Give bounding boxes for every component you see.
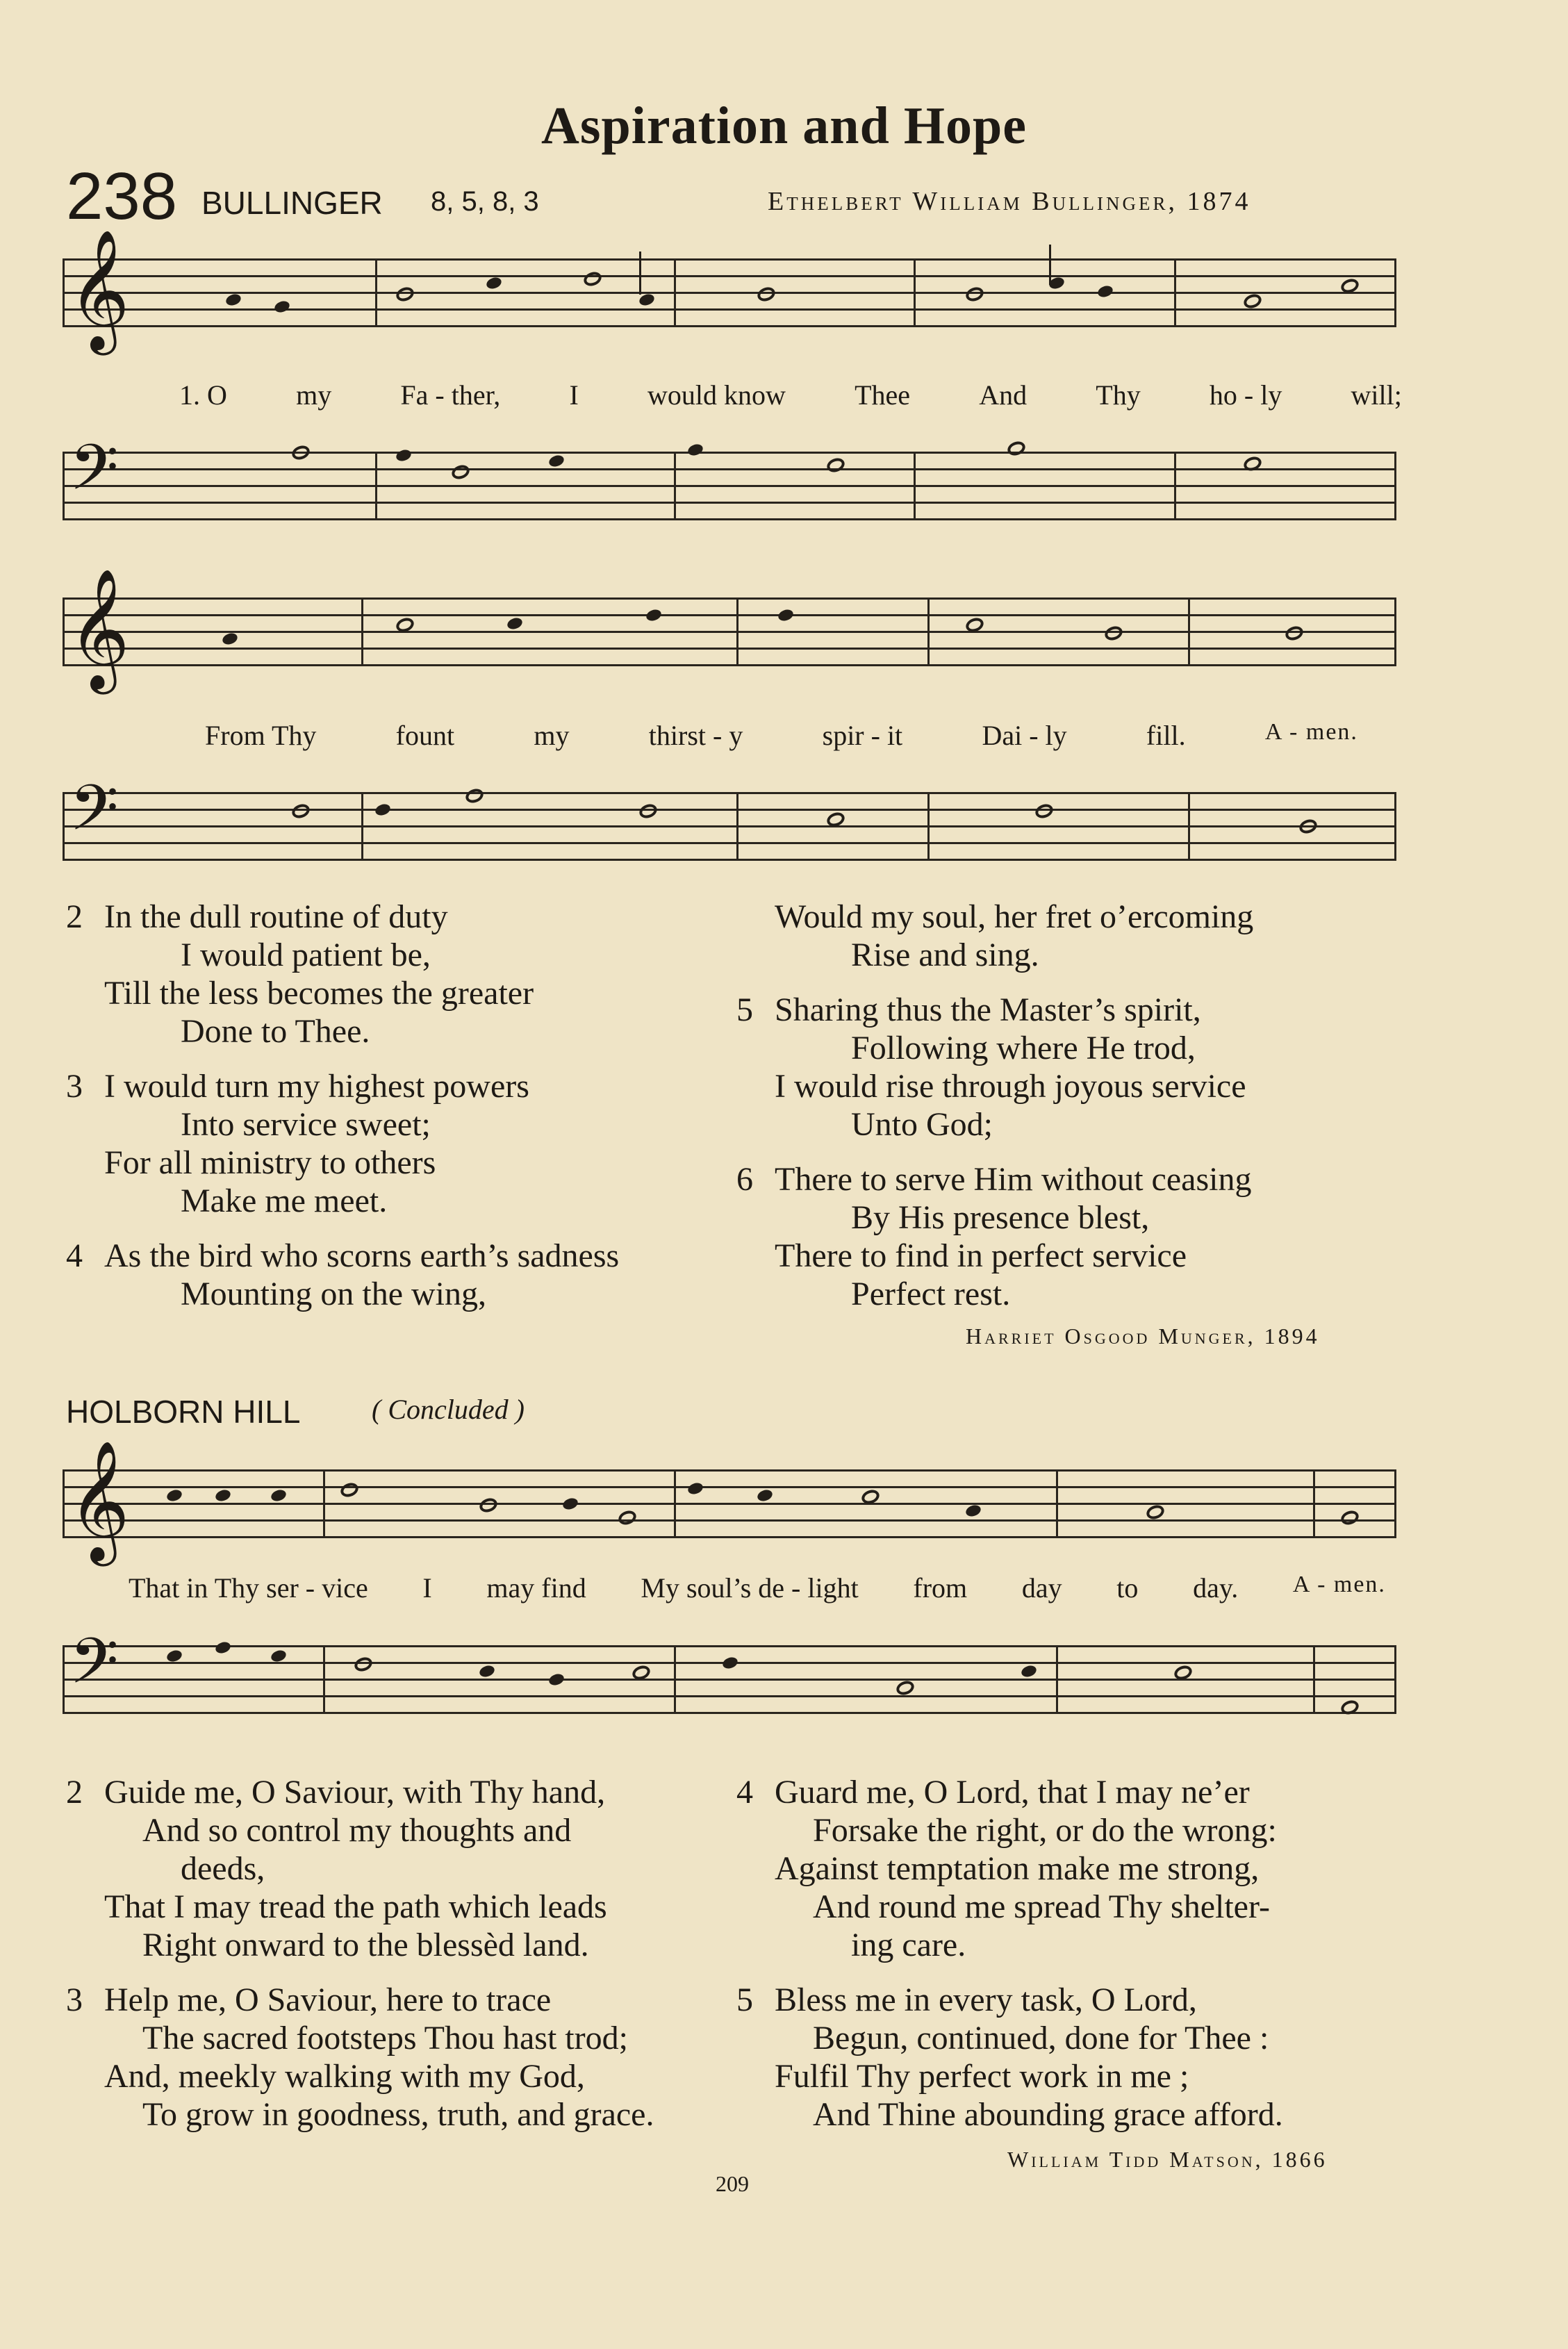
verse-line: Following where He trod, (851, 1030, 1196, 1066)
verses-left-column-2 (66, 1773, 761, 2134)
staff-bass-3 (63, 1624, 1396, 1713)
staff-treble-3 (63, 1440, 1396, 1561)
verse-line: That I may tread the path which leads (104, 1888, 607, 1925)
bass-clef-icon: 𝄢 (69, 431, 119, 520)
tune-name: BULLINGER (201, 185, 383, 221)
lyric-syllable: would know (647, 379, 786, 411)
verse-line: ing care. (851, 1927, 966, 1963)
verse-line: And so control my thoughts and (142, 1812, 572, 1849)
verse-line: In the dull routine of duty (104, 898, 448, 935)
lyric-line-3 (129, 1572, 1386, 1604)
bass-clef-icon: 𝄢 (69, 1624, 119, 1713)
verse-number: 5 (736, 1981, 753, 2018)
staff-bass-1 (63, 431, 1396, 520)
verse-line: Done to Thee. (181, 1013, 370, 1050)
lyric-syllable: Thee (855, 379, 911, 411)
lyric-syllable: fount (395, 720, 455, 751)
verse-2 (66, 1773, 761, 1964)
lyric-line-1 (179, 379, 1402, 411)
verse-line: Begun, continued, done for Thee : (813, 2020, 1269, 2057)
lyric-syllable: That in Thy ser - vice (129, 1572, 368, 1604)
verse-line: As the bird who scorns earth’s sadness (104, 1237, 620, 1274)
composer-credit: Ethelbert William Bullinger, 1874 (768, 187, 1251, 216)
lyric-syllable: spir - it (822, 720, 903, 751)
verse-5 (736, 1981, 1417, 2134)
verse-line: There to find in perfect service (775, 1237, 1187, 1274)
treble-clef-icon: 𝄞 (68, 568, 130, 689)
lyric-syllable: may find (486, 1572, 586, 1604)
verse-line: Against temptation make me strong, (775, 1850, 1260, 1887)
verse-3 (66, 1067, 761, 1220)
lyric-syllable: my (296, 379, 332, 411)
verse-line: I would turn my highest powers (104, 1068, 529, 1105)
verse-number: 4 (66, 1237, 83, 1274)
verse-4 (736, 1773, 1417, 1964)
author-credit: William Tidd Matson, 1866 (1007, 2147, 1328, 2172)
lyric-syllable: from (913, 1572, 968, 1604)
bass-clef-icon: 𝄢 (69, 771, 119, 860)
verse-2 (66, 898, 761, 1050)
verse-line: Make me meet. (181, 1182, 388, 1219)
author-credit: Harriet Osgood Munger, 1894 (966, 1324, 1320, 1349)
verse-line: Right onward to the blessèd land. (142, 1927, 589, 1963)
staff-treble-2 (63, 568, 1396, 689)
verse-4 (66, 1237, 761, 1313)
lyric-syllable: Fa - ther, (400, 379, 501, 411)
verse-line: Bless me in every task, O Lord, (775, 1981, 1197, 2018)
lyric-syllable: to (1116, 1572, 1139, 1604)
verse-line: And, meekly walking with my God, (104, 2058, 585, 2095)
verse-line: Into service sweet; (181, 1106, 431, 1143)
verse-number: 6 (736, 1161, 753, 1198)
verse-number: 5 (736, 991, 753, 1028)
lyric-syllable: my (534, 720, 570, 751)
verse-line: Rise and sing. (851, 937, 1039, 973)
verse-5 (736, 991, 1417, 1144)
page-heading: Aspiration and Hope (541, 97, 1027, 155)
lyric-syllable: day (1021, 1572, 1062, 1604)
verse-line: By His presence blest, (851, 1199, 1150, 1236)
lyric-syllable: My soul’s de - light (641, 1572, 859, 1604)
lyric-line-2 (205, 719, 1358, 752)
verse-line: For all ministry to others (104, 1144, 436, 1181)
verses-right-column (736, 898, 1417, 1313)
verses-right-column-2 (736, 1773, 1417, 2134)
verse-line: Would my soul, her fret o’ercoming (775, 898, 1254, 935)
tune-note: ( Concluded ) (372, 1394, 525, 1425)
staff-treble-1 (63, 229, 1396, 350)
lyric-syllable: 1. O (179, 379, 227, 411)
verse-line: And Thine abounding grace afford. (813, 2096, 1283, 2133)
verse-line: There to serve Him without ceasing (775, 1161, 1252, 1198)
tune-name: HOLBORN HILL (66, 1394, 301, 1430)
lyric-syllable: fill. (1146, 720, 1186, 751)
verse-number: 3 (66, 1068, 83, 1105)
verse-line: Mounting on the wing, (181, 1276, 486, 1312)
lyric-syllable: I (422, 1572, 432, 1604)
verse-line: Unto God; (851, 1106, 993, 1143)
page-number: 209 (716, 2171, 749, 2196)
lyric-syllable: A - men. (1292, 1572, 1386, 1597)
verse-line: The sacred footsteps Thou hast trod; (142, 2020, 628, 2057)
verse-6 (736, 1160, 1417, 1313)
verse-number: 2 (66, 898, 83, 935)
verse-line: Guide me, O Saviour, with Thy hand, (104, 1774, 606, 1811)
lyric-syllable: thirst - y (648, 720, 743, 751)
lyric-syllable: will; (1351, 379, 1402, 411)
verse-line: Sharing thus the Master’s spirit, (775, 991, 1201, 1028)
lyric-syllable: And (979, 379, 1028, 411)
lyric-syllable: From Thy (205, 720, 317, 751)
lyric-syllable: day. (1193, 1572, 1239, 1604)
lyric-syllable: Thy (1096, 379, 1141, 411)
verse-line: Fulfil Thy perfect work in me ; (775, 2058, 1189, 2095)
lyric-syllable: A - men. (1264, 719, 1358, 745)
verse-line: And round me spread Thy shelter- (813, 1888, 1270, 1925)
verse-line: Guard me, O Lord, that I may ne’er (775, 1774, 1250, 1811)
lyric-syllable: I (569, 379, 579, 411)
verse-line: Help me, O Saviour, here to trace (104, 1981, 552, 2018)
verse-line: Forsake the right, or do the wrong: (813, 1812, 1277, 1849)
staff-bass-2 (63, 771, 1396, 860)
verse-line: I would rise through joyous service (775, 1068, 1246, 1105)
verse-line: To grow in goodness, truth, and grace. (142, 2096, 654, 2133)
meter: 8, 5, 8, 3 (431, 186, 539, 217)
verse-line: Till the less becomes the greater (104, 975, 534, 1012)
verse-number: 4 (736, 1774, 753, 1811)
hymn-number: 238 (66, 159, 178, 233)
verse-number: 3 (66, 1981, 83, 2018)
verse-number: 2 (66, 1774, 83, 1811)
verse-line: deeds, (181, 1850, 265, 1887)
treble-clef-icon: 𝄞 (68, 229, 130, 350)
verse-3 (66, 1981, 761, 2134)
lyric-syllable: Dai - ly (982, 720, 1067, 751)
treble-clef-icon: 𝄞 (68, 1440, 130, 1561)
verses-left-column (66, 898, 761, 1313)
verse-line: Perfect rest. (851, 1276, 1011, 1312)
lyric-syllable: ho - ly (1209, 379, 1282, 411)
verse-line: I would patient be, (181, 937, 431, 973)
